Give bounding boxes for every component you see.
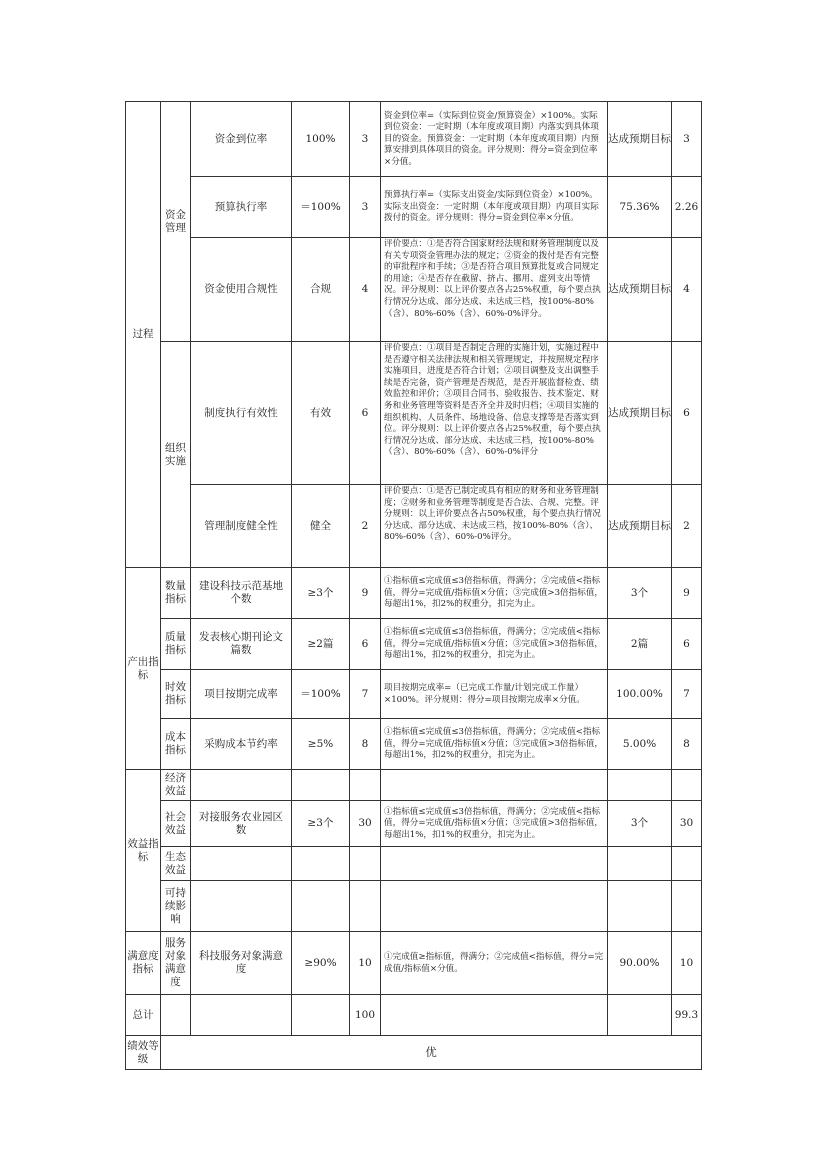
indicator-target: 有效 bbox=[292, 342, 350, 485]
group-funds: 资金管理 bbox=[161, 102, 191, 342]
table-row bbox=[126, 342, 702, 485]
indicator-weight: 6 bbox=[350, 342, 381, 485]
indicator-weight: 2 bbox=[350, 485, 381, 568]
empty-cell bbox=[608, 770, 672, 801]
indicator-actual: 90.00% bbox=[608, 932, 672, 995]
indicator-score: 30 bbox=[672, 801, 702, 847]
indicator-name: 预算执行率 bbox=[191, 177, 292, 238]
indicator-actual: 3个 bbox=[608, 801, 672, 847]
table-row bbox=[126, 770, 702, 801]
section-benefit: 效益指标 bbox=[126, 770, 161, 932]
indicator-criteria: 资金到位率=（实际到位资金/预算资金）×100%。实际到位资金：一定时期（本年度或项目期）内落实到具体项目的资金。预算资金：一定时期（本年度或项目期）内预算安排到具体项目的资金。评分规则：得分=资金到位率×分值。 bbox=[381, 102, 608, 177]
indicator-name: 项目按期完成率 bbox=[191, 670, 292, 719]
group-economic: 经济效益 bbox=[161, 770, 191, 801]
indicator-criteria: 项目按期完成率=（已完成工作量/计划完成工作量）×100%。评分规则：得分=项目按期完成率×分值。 bbox=[381, 670, 608, 719]
empty-cell bbox=[381, 881, 608, 932]
indicator-weight: 30 bbox=[350, 801, 381, 847]
indicator-criteria: 预算执行率=（实际支出资金/实际到位资金）×100%。实际支出资金：一定时期（本年度或项目期）内项目实际拨付的资金。评分规则：得分=资金到位率×分值。 bbox=[381, 177, 608, 238]
indicator-name: 管理制度健全性 bbox=[191, 485, 292, 568]
indicator-actual: 75.36% bbox=[608, 177, 672, 238]
section-output: 产出指标 bbox=[126, 568, 161, 770]
grade-value: 优 bbox=[161, 1036, 702, 1070]
empty-cell bbox=[292, 995, 350, 1036]
indicator-score: 4 bbox=[672, 238, 702, 342]
empty-cell bbox=[191, 770, 292, 801]
group-cost: 成本指标 bbox=[161, 719, 191, 770]
indicator-criteria: ①指标值≤完成值≤3倍指标值，得满分；②完成值<指标值，得分=完成值/指标值×分值；③完成值>3倍指标值，每超出1%，扣1%的权重分，扣完为止。 bbox=[381, 801, 608, 847]
empty-cell bbox=[161, 995, 191, 1036]
grade-row bbox=[126, 1036, 702, 1070]
indicator-target: ≥5% bbox=[292, 719, 350, 770]
empty-cell bbox=[672, 881, 702, 932]
indicator-score: 10 bbox=[672, 932, 702, 995]
indicator-criteria: ①完成值≥指标值，得满分；②完成值<指标值，得分=完成值/指标值×分值。 bbox=[381, 932, 608, 995]
empty-cell bbox=[381, 847, 608, 881]
table-row bbox=[126, 177, 702, 238]
empty-cell bbox=[191, 995, 292, 1036]
indicator-target: ≥2篇 bbox=[292, 619, 350, 670]
group-quality: 质量指标 bbox=[161, 619, 191, 670]
indicator-weight: 3 bbox=[350, 177, 381, 238]
indicator-target: ≥90% bbox=[292, 932, 350, 995]
indicator-name: 制度执行有效性 bbox=[191, 342, 292, 485]
table-row bbox=[126, 932, 702, 995]
indicator-weight: 4 bbox=[350, 238, 381, 342]
total-row bbox=[126, 995, 702, 1036]
group-ecological: 生态效益 bbox=[161, 847, 191, 881]
empty-cell bbox=[381, 770, 608, 801]
section-satisfaction: 满意度指标 bbox=[126, 932, 161, 995]
indicator-target: ＝100% bbox=[292, 177, 350, 238]
indicator-criteria: ①指标值≤完成值≤3倍指标值，得满分；②完成值<指标值，得分=完成值/指标值×分值；③完成值>3倍指标值，每超出1%，扣2%的权重分，扣完为止。 bbox=[381, 719, 608, 770]
indicator-score: 9 bbox=[672, 568, 702, 619]
table-row bbox=[126, 801, 702, 847]
empty-cell bbox=[292, 881, 350, 932]
indicator-criteria: 评价要点：①是否符合国家财经法规和财务管理制度以及有关专项资金管理办法的规定；②资金的拨付是否有完整的审批程序和手续；③是否符合项目预算批复或合同规定的用途；④是否存在截留、挤占、挪用、虚列支出等情况。评分规则：以上评价要点各占25%权重，每个要点执行情况分达成、部分达成、未达成三档，按100%-80%（含）、80%-60%（含）、60%-0%评分。 bbox=[381, 238, 608, 342]
group-org: 组织实施 bbox=[161, 342, 191, 568]
indicator-weight: 10 bbox=[350, 932, 381, 995]
indicator-actual: 达成预期目标 bbox=[608, 102, 672, 177]
empty-cell bbox=[672, 847, 702, 881]
indicator-weight: 3 bbox=[350, 102, 381, 177]
empty-cell bbox=[608, 881, 672, 932]
indicator-weight: 6 bbox=[350, 619, 381, 670]
empty-cell bbox=[191, 881, 292, 932]
group-social: 社会效益 bbox=[161, 801, 191, 847]
indicator-target: ≥3个 bbox=[292, 568, 350, 619]
indicator-actual: 达成预期目标 bbox=[608, 238, 672, 342]
indicator-score: 7 bbox=[672, 670, 702, 719]
total-score: 99.3 bbox=[672, 995, 702, 1036]
indicator-actual: 100.00% bbox=[608, 670, 672, 719]
indicator-criteria: ①指标值≤完成值≤3倍指标值，得满分；②完成值<指标值，得分=完成值/指标值×分值；③完成值>3倍指标值，每超出1%，扣2%的权重分，扣完为止。 bbox=[381, 619, 608, 670]
group-quantity: 数量指标 bbox=[161, 568, 191, 619]
indicator-score: 2 bbox=[672, 485, 702, 568]
indicator-weight: 8 bbox=[350, 719, 381, 770]
empty-cell bbox=[608, 847, 672, 881]
empty-cell bbox=[191, 847, 292, 881]
table-row bbox=[126, 670, 702, 719]
table-row bbox=[126, 847, 702, 881]
section-process: 过程 bbox=[126, 102, 161, 568]
group-timeliness: 时效指标 bbox=[161, 670, 191, 719]
indicator-score: 2.26 bbox=[672, 177, 702, 238]
indicator-actual: 达成预期目标 bbox=[608, 485, 672, 568]
group-sustainable: 可持续影响 bbox=[161, 881, 191, 932]
indicator-actual: 5.00% bbox=[608, 719, 672, 770]
empty-cell bbox=[350, 770, 381, 801]
indicator-score: 3 bbox=[672, 102, 702, 177]
indicator-name: 资金使用合规性 bbox=[191, 238, 292, 342]
empty-cell bbox=[350, 881, 381, 932]
table-row bbox=[126, 619, 702, 670]
indicator-name: 对接服务农业园区数 bbox=[191, 801, 292, 847]
indicator-criteria: 评价要点：①项目是否制定合理的实施计划，实施过程中是否遵守相关法律法规和相关管理规定，并按照规定程序实施项目，进度是否符合计划；②项目调整及支出调整手续是否完备，资产管理是否规范，是否开展监督检查、绩效监控和评价；③项目合同书、验收报告、技术鉴定、财务和业务管理等资料是否齐全并及时归档；④项目实施的组织机构、人员条件、场地设备、信息支撑等是否落实到位。评分规则：以上评价要点各占25%权重，每个要点执行情况分达成、部分达成、未达成三档，按100%-80%（含）、80%-60%（含）、60%-0%评分 bbox=[381, 342, 608, 485]
table-row bbox=[126, 568, 702, 619]
indicator-target: 健全 bbox=[292, 485, 350, 568]
empty-cell bbox=[350, 847, 381, 881]
indicator-target: ≥3个 bbox=[292, 801, 350, 847]
indicator-name: 建设科技示范基地个数 bbox=[191, 568, 292, 619]
indicator-weight: 7 bbox=[350, 670, 381, 719]
total-weight: 100 bbox=[350, 995, 381, 1036]
group-service: 服务对象满意度 bbox=[161, 932, 191, 995]
empty-cell bbox=[292, 847, 350, 881]
table-row bbox=[126, 102, 702, 177]
indicator-target: 100% bbox=[292, 102, 350, 177]
indicator-score: 8 bbox=[672, 719, 702, 770]
indicator-actual: 达成预期目标 bbox=[608, 342, 672, 485]
table-row bbox=[126, 238, 702, 342]
grade-label: 绩效等级 bbox=[126, 1036, 161, 1070]
performance-evaluation-table bbox=[125, 101, 702, 1070]
indicator-actual: 3个 bbox=[608, 568, 672, 619]
indicator-name: 发表核心期刊论文篇数 bbox=[191, 619, 292, 670]
indicator-score: 6 bbox=[672, 619, 702, 670]
indicator-criteria: 评价要点：①是否已制定或具有相应的财务和业务管理制度；②财务和业务管理等制度是否合法、合规、完整。评分规则：以上评价要点各占50%权重，每个要点执行情况分达成、部分达成、未达成三档，按100%-80%（含）、80%-60%（含）、60%-0%评分。 bbox=[381, 485, 608, 568]
indicator-target: 合规 bbox=[292, 238, 350, 342]
indicator-name: 采购成本节约率 bbox=[191, 719, 292, 770]
empty-cell bbox=[292, 770, 350, 801]
indicator-score: 6 bbox=[672, 342, 702, 485]
indicator-criteria: ①指标值≤完成值≤3倍指标值，得满分；②完成值<指标值，得分=完成值/指标值×分值；③完成值>3倍指标值，每超出1%，扣2%的权重分，扣完为止。 bbox=[381, 568, 608, 619]
table-row bbox=[126, 881, 702, 932]
table-row bbox=[126, 719, 702, 770]
indicator-weight: 9 bbox=[350, 568, 381, 619]
empty-cell bbox=[608, 995, 672, 1036]
total-label: 总计 bbox=[126, 995, 161, 1036]
indicator-target: ＝100% bbox=[292, 670, 350, 719]
indicator-actual: 2篇 bbox=[608, 619, 672, 670]
indicator-name: 科技服务对象满意度 bbox=[191, 932, 292, 995]
empty-cell bbox=[381, 995, 608, 1036]
indicator-name: 资金到位率 bbox=[191, 102, 292, 177]
empty-cell bbox=[672, 770, 702, 801]
table-row bbox=[126, 485, 702, 568]
